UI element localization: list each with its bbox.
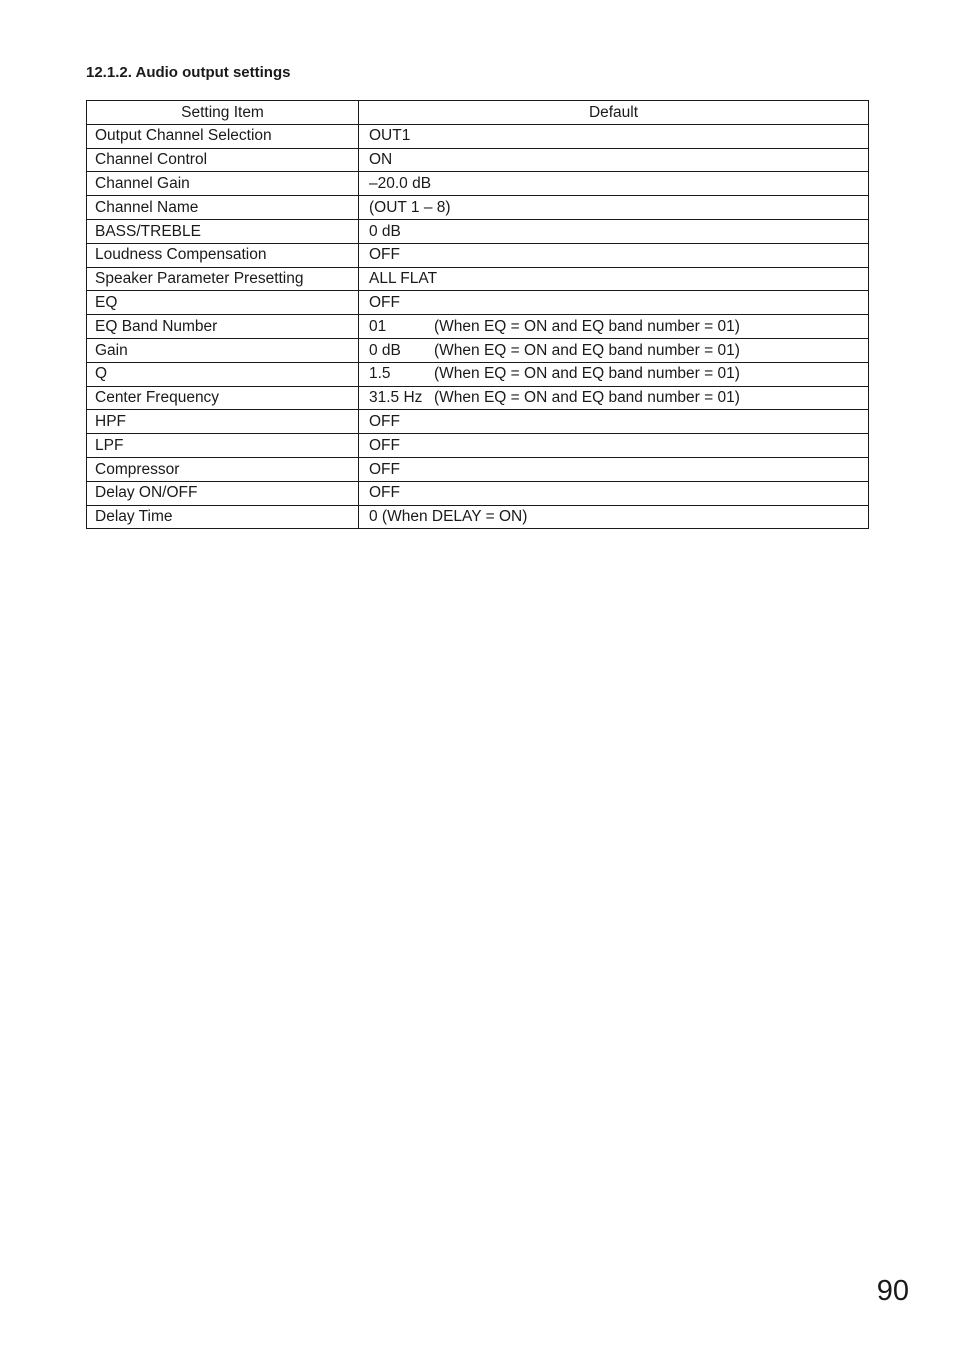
table-row xyxy=(87,434,869,458)
section-title: 12.1.2. Audio output settings xyxy=(86,64,291,81)
setting-item-cell: LPF xyxy=(87,434,359,458)
table-row xyxy=(87,124,869,148)
setting-item-cell: Loudness Compensation xyxy=(87,243,359,267)
default-value-cell: OFF xyxy=(359,457,869,481)
table-row xyxy=(87,410,869,434)
default-value-cell: OFF xyxy=(359,481,869,505)
table-header-row xyxy=(87,101,869,125)
setting-item-cell: Delay ON/OFF xyxy=(87,481,359,505)
default-value-cell xyxy=(359,386,869,410)
setting-item-cell: Speaker Parameter Presetting xyxy=(87,267,359,291)
default-value-cell xyxy=(359,338,869,362)
default-condition-note: (When EQ = ON and EQ band number = 01) xyxy=(434,365,740,383)
setting-item-cell: Output Channel Selection xyxy=(87,124,359,148)
setting-item-cell: HPF xyxy=(87,410,359,434)
default-value-cell: OUT1 xyxy=(359,124,869,148)
default-value-cell: ALL FLAT xyxy=(359,267,869,291)
table-body xyxy=(87,124,869,529)
default-condition-note: (When EQ = ON and EQ band number = 01) xyxy=(434,317,740,335)
default-value: 01 xyxy=(369,317,387,335)
setting-item-cell: Channel Gain xyxy=(87,172,359,196)
default-value-cell: 0 dB xyxy=(359,219,869,243)
table-row xyxy=(87,315,869,339)
default-value-cell: (OUT 1 – 8) xyxy=(359,196,869,220)
table-row xyxy=(87,338,869,362)
setting-item-cell: Channel Name xyxy=(87,196,359,220)
audio-output-settings-table xyxy=(86,100,869,529)
default-value-cell xyxy=(359,315,869,339)
setting-item-cell: Compressor xyxy=(87,457,359,481)
table-row xyxy=(87,291,869,315)
default-value-cell xyxy=(359,362,869,386)
header-default: Default xyxy=(359,101,869,125)
table-row xyxy=(87,148,869,172)
setting-item-cell: Delay Time xyxy=(87,505,359,529)
table-row xyxy=(87,267,869,291)
table-row xyxy=(87,196,869,220)
table-row xyxy=(87,505,869,529)
table-row xyxy=(87,386,869,410)
default-value: 0 dB xyxy=(369,341,401,359)
default-value-cell: –20.0 dB xyxy=(359,172,869,196)
table-row xyxy=(87,457,869,481)
default-value-cell: 0 (When DELAY = ON) xyxy=(359,505,869,529)
table-row xyxy=(87,219,869,243)
table-row xyxy=(87,172,869,196)
default-value-cell: ON xyxy=(359,148,869,172)
setting-item-cell: EQ Band Number xyxy=(87,315,359,339)
setting-item-cell: Q xyxy=(87,362,359,386)
table-row xyxy=(87,481,869,505)
setting-item-cell: Channel Control xyxy=(87,148,359,172)
default-value-cell: OFF xyxy=(359,410,869,434)
default-value: 31.5 Hz xyxy=(369,389,423,407)
default-condition-note: (When EQ = ON and EQ band number = 01) xyxy=(434,341,740,359)
default-value-cell: OFF xyxy=(359,243,869,267)
default-condition-note: (When EQ = ON and EQ band number = 01) xyxy=(434,389,740,407)
table-row xyxy=(87,362,869,386)
setting-item-cell: Center Frequency xyxy=(87,386,359,410)
setting-item-cell: Gain xyxy=(87,338,359,362)
setting-item-cell: BASS/TREBLE xyxy=(87,219,359,243)
default-value: 1.5 xyxy=(369,365,391,383)
default-value-cell: OFF xyxy=(359,434,869,458)
header-setting-item: Setting Item xyxy=(87,101,359,125)
setting-item-cell: EQ xyxy=(87,291,359,315)
default-value-cell: OFF xyxy=(359,291,869,315)
page-number: 90 xyxy=(876,1275,909,1307)
table-row xyxy=(87,243,869,267)
